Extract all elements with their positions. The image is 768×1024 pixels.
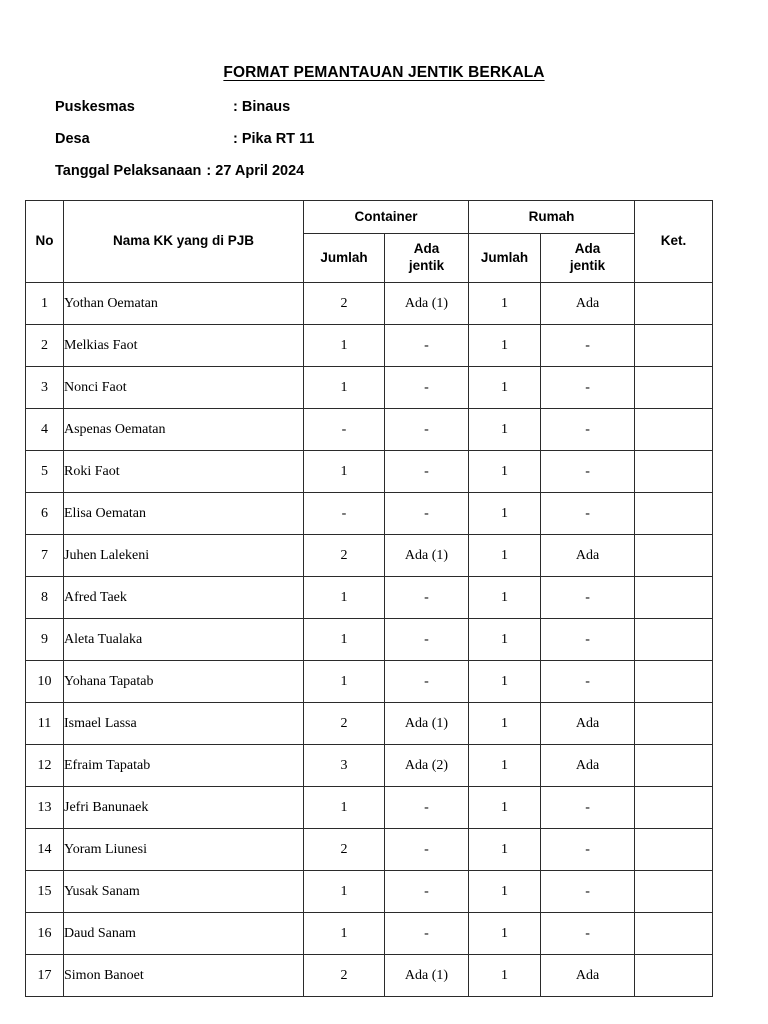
table-row bbox=[26, 493, 713, 535]
header-container-ada-jentik bbox=[385, 234, 469, 283]
header-rumah-ada-jentik-line2: jentik bbox=[569, 258, 606, 273]
cell-container-ada-jentik: - bbox=[385, 451, 469, 493]
cell-no: 17 bbox=[26, 955, 64, 997]
cell-name: Simon Banoet bbox=[64, 955, 304, 997]
cell-rumah-jumlah: 1 bbox=[469, 577, 541, 619]
table-row bbox=[26, 577, 713, 619]
cell-name: Yohana Tapatab bbox=[64, 661, 304, 703]
cell-rumah-ada-jentik: - bbox=[541, 577, 635, 619]
cell-container-jumlah: - bbox=[304, 409, 385, 451]
cell-rumah-ada-jentik: - bbox=[541, 367, 635, 409]
cell-rumah-ada-jentik: - bbox=[541, 619, 635, 661]
cell-ket bbox=[635, 955, 713, 997]
cell-name: Aleta Tualaka bbox=[64, 619, 304, 661]
cell-container-jumlah: - bbox=[304, 493, 385, 535]
document-title-text: FORMAT PEMANTAUAN JENTIK BERKALA bbox=[223, 64, 545, 81]
cell-container-jumlah: 3 bbox=[304, 745, 385, 787]
header-rumah: Rumah bbox=[469, 201, 635, 234]
table-head bbox=[26, 201, 713, 283]
cell-no: 4 bbox=[26, 409, 64, 451]
cell-rumah-jumlah: 1 bbox=[469, 913, 541, 955]
cell-ket bbox=[635, 661, 713, 703]
header-container-ada-jentik-line2: jentik bbox=[408, 258, 445, 273]
cell-rumah-jumlah: 1 bbox=[469, 451, 541, 493]
cell-no: 10 bbox=[26, 661, 64, 703]
table-row bbox=[26, 787, 713, 829]
table-row bbox=[26, 451, 713, 493]
table-row bbox=[26, 829, 713, 871]
cell-container-jumlah: 1 bbox=[304, 577, 385, 619]
cell-rumah-jumlah: 1 bbox=[469, 535, 541, 577]
cell-name: Elisa Oematan bbox=[64, 493, 304, 535]
cell-rumah-jumlah: 1 bbox=[469, 325, 541, 367]
table-row bbox=[26, 703, 713, 745]
cell-name: Roki Faot bbox=[64, 451, 304, 493]
document-meta-block bbox=[55, 99, 314, 195]
table-row bbox=[26, 619, 713, 661]
cell-ket bbox=[635, 325, 713, 367]
cell-container-ada-jentik: - bbox=[385, 913, 469, 955]
cell-ket bbox=[635, 535, 713, 577]
cell-ket bbox=[635, 913, 713, 955]
cell-no: 15 bbox=[26, 871, 64, 913]
cell-container-jumlah: 2 bbox=[304, 703, 385, 745]
cell-rumah-ada-jentik: Ada bbox=[541, 703, 635, 745]
cell-container-jumlah: 1 bbox=[304, 787, 385, 829]
jentik-table bbox=[25, 200, 713, 997]
cell-container-ada-jentik: - bbox=[385, 367, 469, 409]
cell-name: Juhen Lalekeni bbox=[64, 535, 304, 577]
table-row bbox=[26, 871, 713, 913]
header-name: Nama KK yang di PJB bbox=[64, 201, 304, 283]
cell-container-jumlah: 1 bbox=[304, 871, 385, 913]
cell-rumah-jumlah: 1 bbox=[469, 409, 541, 451]
desa-value: : Pika RT 11 bbox=[233, 131, 315, 147]
puskesmas-label: Puskesmas bbox=[55, 99, 135, 115]
cell-container-ada-jentik: - bbox=[385, 409, 469, 451]
cell-container-ada-jentik: - bbox=[385, 325, 469, 367]
cell-rumah-jumlah: 1 bbox=[469, 661, 541, 703]
cell-container-jumlah: 1 bbox=[304, 325, 385, 367]
table-body bbox=[26, 283, 713, 997]
cell-no: 12 bbox=[26, 745, 64, 787]
cell-container-ada-jentik: - bbox=[385, 829, 469, 871]
cell-ket bbox=[635, 451, 713, 493]
cell-ket bbox=[635, 367, 713, 409]
cell-rumah-ada-jentik: - bbox=[541, 325, 635, 367]
cell-rumah-jumlah: 1 bbox=[469, 367, 541, 409]
document-title bbox=[0, 64, 768, 82]
cell-container-jumlah: 1 bbox=[304, 661, 385, 703]
header-no: No bbox=[26, 201, 64, 283]
table-row bbox=[26, 325, 713, 367]
cell-rumah-jumlah: 1 bbox=[469, 787, 541, 829]
cell-no: 5 bbox=[26, 451, 64, 493]
cell-ket bbox=[635, 871, 713, 913]
cell-rumah-jumlah: 1 bbox=[469, 829, 541, 871]
cell-rumah-ada-jentik: Ada bbox=[541, 283, 635, 325]
header-rumah-ada-jentik-line1: Ada bbox=[574, 241, 601, 257]
cell-container-jumlah: 1 bbox=[304, 367, 385, 409]
cell-name: Melkias Faot bbox=[64, 325, 304, 367]
cell-rumah-ada-jentik: - bbox=[541, 913, 635, 955]
cell-rumah-jumlah: 1 bbox=[469, 493, 541, 535]
cell-name: Jefri Banunaek bbox=[64, 787, 304, 829]
cell-rumah-jumlah: 1 bbox=[469, 703, 541, 745]
cell-ket bbox=[635, 283, 713, 325]
cell-container-ada-jentik: - bbox=[385, 493, 469, 535]
cell-container-jumlah: 2 bbox=[304, 535, 385, 577]
cell-rumah-ada-jentik: Ada bbox=[541, 955, 635, 997]
table-row bbox=[26, 955, 713, 997]
cell-ket bbox=[635, 745, 713, 787]
cell-rumah-jumlah: 1 bbox=[469, 745, 541, 787]
cell-rumah-ada-jentik: - bbox=[541, 787, 635, 829]
cell-container-jumlah: 2 bbox=[304, 283, 385, 325]
cell-rumah-ada-jentik: - bbox=[541, 871, 635, 913]
cell-rumah-jumlah: 1 bbox=[469, 619, 541, 661]
cell-rumah-ada-jentik: - bbox=[541, 661, 635, 703]
cell-container-ada-jentik: - bbox=[385, 661, 469, 703]
puskesmas-value: : Binaus bbox=[233, 99, 291, 115]
cell-ket bbox=[635, 493, 713, 535]
cell-container-jumlah: 1 bbox=[304, 451, 385, 493]
cell-ket bbox=[635, 703, 713, 745]
cell-no: 3 bbox=[26, 367, 64, 409]
cell-rumah-jumlah: 1 bbox=[469, 871, 541, 913]
cell-no: 7 bbox=[26, 535, 64, 577]
header-container: Container bbox=[304, 201, 469, 234]
table-row bbox=[26, 367, 713, 409]
cell-container-ada-jentik: Ada (2) bbox=[385, 745, 469, 787]
cell-container-jumlah: 2 bbox=[304, 955, 385, 997]
cell-no: 1 bbox=[26, 283, 64, 325]
cell-container-jumlah: 1 bbox=[304, 913, 385, 955]
cell-container-ada-jentik: Ada (1) bbox=[385, 535, 469, 577]
jentik-table-wrapper bbox=[25, 200, 712, 997]
tanggal-label: Tanggal Pelaksanaan bbox=[55, 163, 202, 179]
cell-no: 14 bbox=[26, 829, 64, 871]
cell-name: Efraim Tapatab bbox=[64, 745, 304, 787]
cell-no: 2 bbox=[26, 325, 64, 367]
cell-name: Daud Sanam bbox=[64, 913, 304, 955]
header-ket: Ket. bbox=[635, 201, 713, 283]
table-row bbox=[26, 409, 713, 451]
header-container-ada-jentik-line1: Ada bbox=[413, 241, 440, 257]
cell-container-jumlah: 1 bbox=[304, 619, 385, 661]
cell-name: Nonci Faot bbox=[64, 367, 304, 409]
cell-rumah-ada-jentik: - bbox=[541, 829, 635, 871]
cell-rumah-ada-jentik: - bbox=[541, 409, 635, 451]
header-rumah-jumlah: Jumlah bbox=[469, 234, 541, 283]
cell-no: 9 bbox=[26, 619, 64, 661]
cell-container-ada-jentik: Ada (1) bbox=[385, 955, 469, 997]
cell-no: 6 bbox=[26, 493, 64, 535]
cell-container-jumlah: 2 bbox=[304, 829, 385, 871]
cell-container-ada-jentik: - bbox=[385, 577, 469, 619]
meta-row-puskesmas bbox=[55, 99, 314, 131]
cell-rumah-ada-jentik: Ada bbox=[541, 535, 635, 577]
cell-container-ada-jentik: Ada (1) bbox=[385, 283, 469, 325]
cell-ket bbox=[635, 619, 713, 661]
cell-no: 16 bbox=[26, 913, 64, 955]
meta-row-desa bbox=[55, 131, 314, 163]
tanggal-value: : 27 April 2024 bbox=[206, 163, 305, 179]
cell-rumah-ada-jentik: - bbox=[541, 451, 635, 493]
cell-rumah-jumlah: 1 bbox=[469, 955, 541, 997]
header-rumah-ada-jentik bbox=[541, 234, 635, 283]
table-row bbox=[26, 283, 713, 325]
cell-no: 11 bbox=[26, 703, 64, 745]
cell-rumah-ada-jentik: - bbox=[541, 493, 635, 535]
table-row bbox=[26, 661, 713, 703]
table-row bbox=[26, 535, 713, 577]
cell-container-ada-jentik: - bbox=[385, 619, 469, 661]
cell-name: Yoram Liunesi bbox=[64, 829, 304, 871]
table-row bbox=[26, 745, 713, 787]
header-row-top bbox=[26, 201, 713, 234]
cell-container-ada-jentik: - bbox=[385, 787, 469, 829]
cell-name: Yothan Oematan bbox=[64, 283, 304, 325]
cell-name: Afred Taek bbox=[64, 577, 304, 619]
cell-name: Ismael Lassa bbox=[64, 703, 304, 745]
cell-container-ada-jentik: Ada (1) bbox=[385, 703, 469, 745]
cell-no: 13 bbox=[26, 787, 64, 829]
desa-label: Desa bbox=[55, 131, 90, 147]
cell-container-ada-jentik: - bbox=[385, 871, 469, 913]
cell-ket bbox=[635, 409, 713, 451]
cell-rumah-jumlah: 1 bbox=[469, 283, 541, 325]
cell-rumah-ada-jentik: Ada bbox=[541, 745, 635, 787]
cell-ket bbox=[635, 577, 713, 619]
table-row bbox=[26, 913, 713, 955]
cell-no: 8 bbox=[26, 577, 64, 619]
header-container-jumlah: Jumlah bbox=[304, 234, 385, 283]
cell-name: Aspenas Oematan bbox=[64, 409, 304, 451]
cell-ket bbox=[635, 787, 713, 829]
meta-row-tanggal bbox=[55, 163, 314, 195]
cell-name: Yusak Sanam bbox=[64, 871, 304, 913]
cell-ket bbox=[635, 829, 713, 871]
